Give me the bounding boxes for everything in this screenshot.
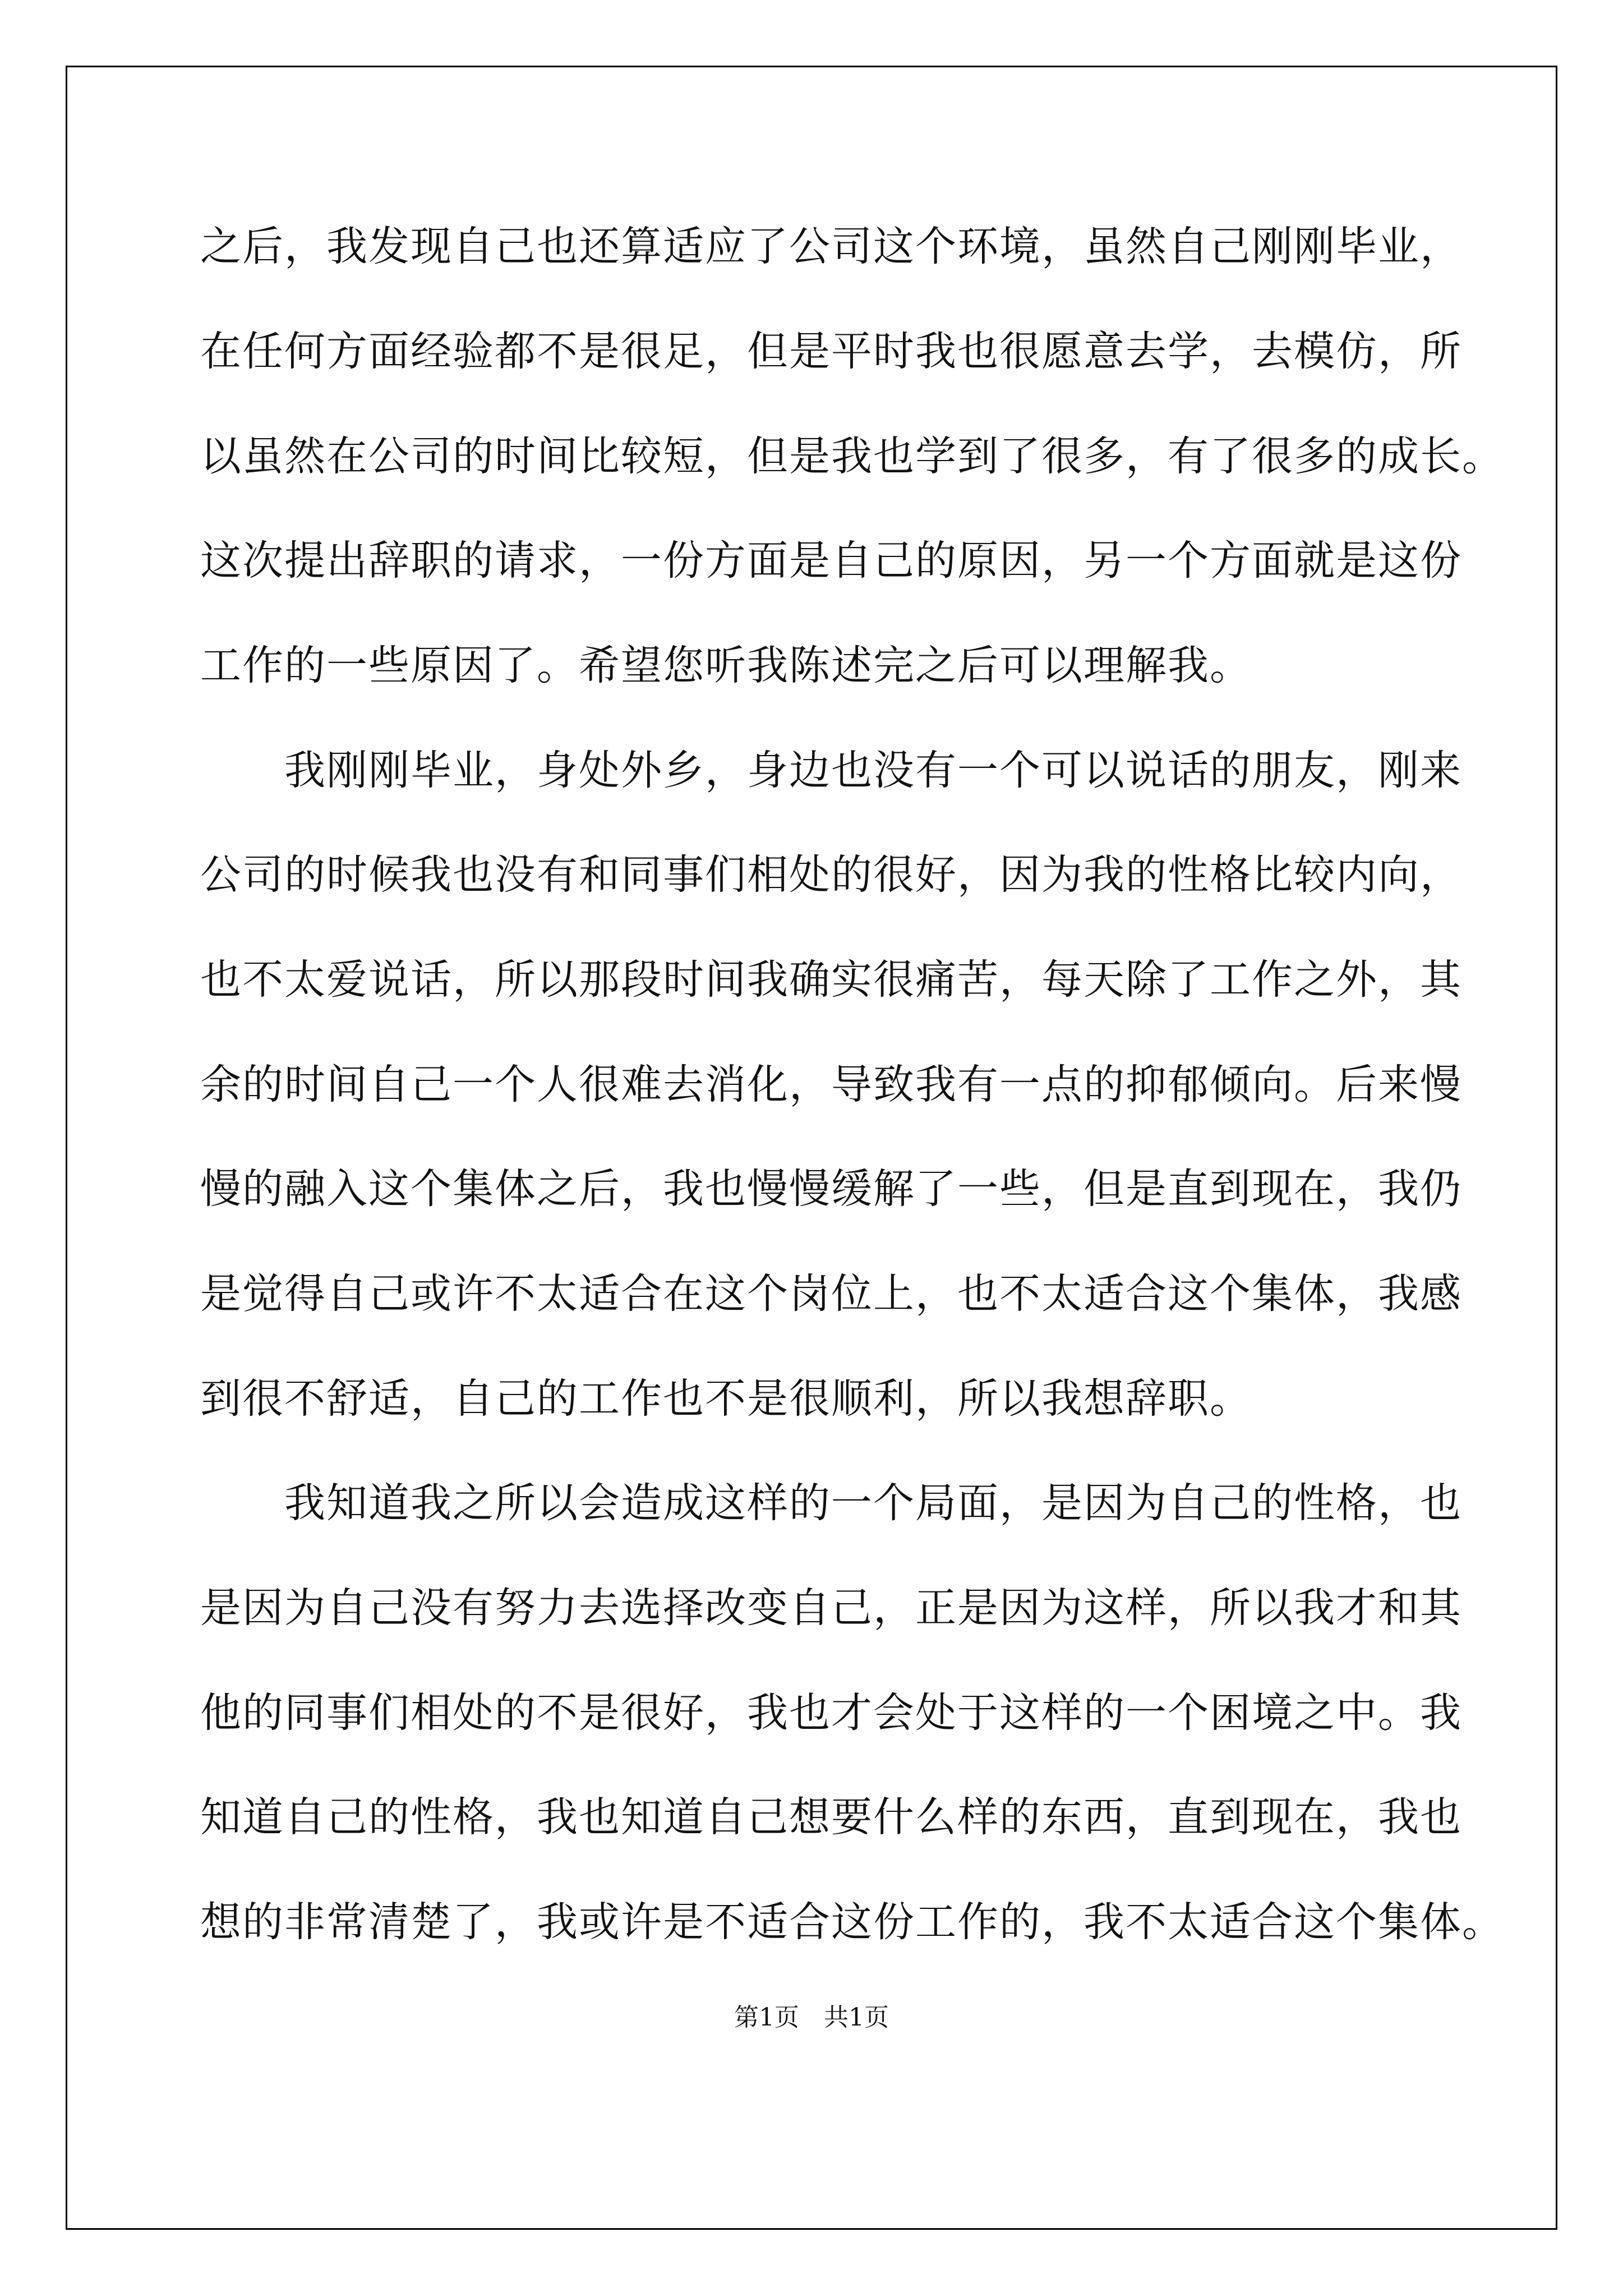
text-line: 慢的融入这个集体之后，我也慢慢缓解了一些，但是直到现在，我仍 — [200, 1165, 1462, 1213]
text-line: 到很不舒适，自己的工作也不是很顺利，所以我想辞职。 — [200, 1375, 1252, 1423]
text-line: 之后，我发现自己也还算适应了公司这个环境，虽然自己刚刚毕业， — [200, 223, 1462, 270]
text-line: 知道自己的性格，我也知道自己想要什么样的东西，直到现在，我也 — [200, 1793, 1462, 1841]
text-line: 这次提出辞职的请求，一份方面是自己的原因，另一个方面就是这份 — [200, 537, 1462, 585]
page-footer: 第1页 共1页 — [734, 2003, 889, 2032]
text-line: 也不太爱说话，所以那段时间我确实很痛苦，每天除了工作之外，其 — [200, 956, 1462, 1004]
text-line: 是因为自己没有努力去选择改变自己，正是因为这样，所以我才和其 — [200, 1584, 1462, 1632]
paragraph-start-line: 我刚刚毕业，身处外乡，身边也没有一个可以说话的朋友，刚来 — [200, 747, 1462, 794]
text-line: 他的同事们相处的不是很好，我也才会处于这样的一个困境之中。我 — [200, 1689, 1462, 1737]
text-line: 想的非常清楚了，我或许是不适合这份工作的，我不太适合这个集体。 — [200, 1898, 1504, 1946]
text-line: 以虽然在公司的时间比较短，但是我也学到了很多，有了很多的成长。 — [200, 432, 1504, 480]
text-line: 在任何方面经验都不是很足，但是平时我也很愿意去学，去模仿，所 — [200, 328, 1462, 375]
text-line: 余的时间自己一个人很难去消化，导致我有一点的抑郁倾向。后来慢 — [200, 1061, 1462, 1108]
text-line: 是觉得自己或许不太适合在这个岗位上，也不太适合这个集体，我感 — [200, 1270, 1462, 1318]
text-line: 公司的时候我也没有和同事们相处的很好，因为我的性格比较内向， — [200, 851, 1462, 899]
text-line: 工作的一些原因了。希望您听我陈述完之后可以理解我。 — [200, 642, 1252, 689]
paragraph-start-line: 我知道我之所以会造成这样的一个局面，是因为自己的性格，也 — [200, 1479, 1462, 1527]
